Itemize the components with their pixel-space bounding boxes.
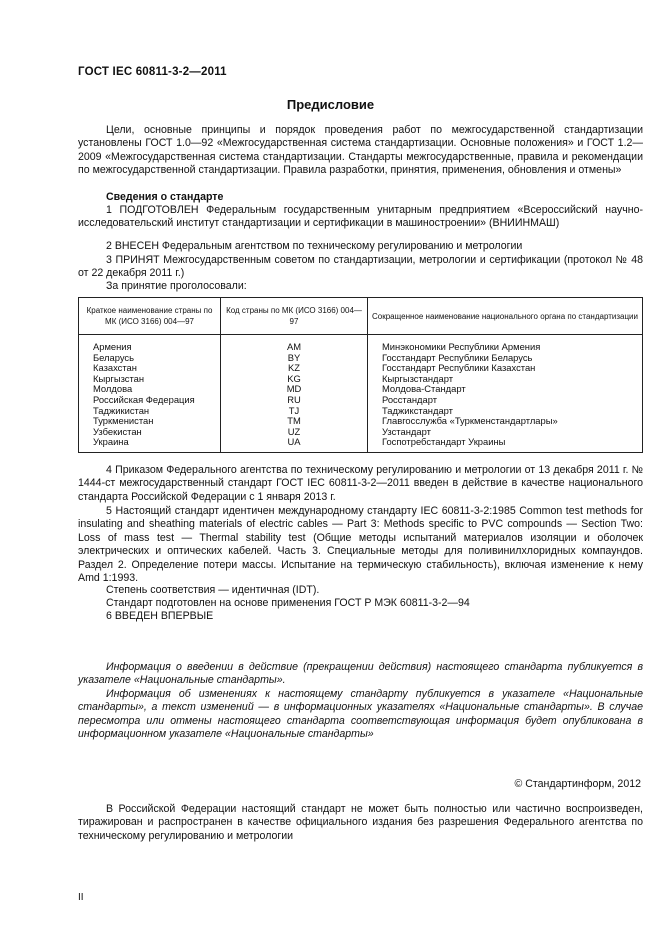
voting-table bbox=[78, 297, 643, 453]
vote-label: За принятие проголосовали: bbox=[106, 280, 247, 292]
item-2: 2 ВНЕСЕН Федеральным агентством по техническому регулированию и метрологии bbox=[106, 240, 523, 252]
country-cell: Российская Федерация bbox=[79, 395, 221, 406]
country-cell: Молдова bbox=[79, 384, 221, 395]
column-header-code: Код страны по МК (ИСО 3166) 004—97 bbox=[221, 298, 368, 335]
code-cell: UA bbox=[221, 437, 368, 452]
table-row bbox=[79, 427, 643, 438]
code-cell: KG bbox=[221, 374, 368, 385]
code-cell: TM bbox=[221, 416, 368, 427]
item-5-basis: Стандарт подготовлен на основе применения ГОСТ Р МЭК 60811-3-2—94 bbox=[106, 597, 470, 609]
code-cell: BY bbox=[221, 353, 368, 364]
body-cell: Госпотребстандарт Украины bbox=[368, 437, 643, 452]
code-cell: MD bbox=[221, 384, 368, 395]
table-header-row bbox=[79, 298, 643, 335]
country-cell: Казахстан bbox=[79, 363, 221, 374]
country-cell: Узбекистан bbox=[79, 427, 221, 438]
body-cell: Узстандарт bbox=[368, 427, 643, 438]
country-cell: Беларусь bbox=[79, 353, 221, 364]
document-header: ГОСТ IEC 60811-3-2—2011 bbox=[78, 66, 227, 78]
table-row bbox=[79, 363, 643, 374]
item-5: 5 Настоящий стандарт идентичен международному стандарту IEC 60811-3-2:1985 Common test methods for insulating and sheathing materials of electric cables — Part 3: Methods specific to PVC compounds — Section Two: Loss of mass test — Thermal stability test (Общие методы испытаний материалов изоляции и оболочек электрических и оптических кабелей. Часть 3. Специальные методы для поливинилхлоридных компаундов. Раздел 2. Определение потери массы. Испытание на термическую стабильность), включая изменение к нему Amd 1:1993. bbox=[78, 505, 643, 585]
table-row bbox=[79, 374, 643, 385]
code-cell: KZ bbox=[221, 363, 368, 374]
table-row bbox=[79, 353, 643, 364]
item-6: 6 ВВЕДЕН ВПЕРВЫЕ bbox=[106, 610, 214, 622]
body-cell: Кыргызстандарт bbox=[368, 374, 643, 385]
code-cell: TJ bbox=[221, 406, 368, 417]
country-cell: Украина bbox=[79, 437, 221, 452]
body-cell: Госстандарт Республики Беларусь bbox=[368, 353, 643, 364]
info-heading: Сведения о стандарте bbox=[106, 191, 224, 203]
country-cell: Таджикистан bbox=[79, 406, 221, 417]
copyright-notice: © Стандартинформ, 2012 bbox=[514, 778, 641, 790]
body-cell: Минэкономики Республики Армения bbox=[368, 335, 643, 353]
table-row bbox=[79, 335, 643, 353]
notice-changes: Информация об изменениях к настоящему стандарту публикуется в указателе «Национальные стандарты», а текст изменений — в информационных указателях «Национальные стандарты». В случае пересмотра или отмены настоящего стандарта соответствующая информация будет опубликована в информационном указателе «Национальные стандарты» bbox=[78, 688, 643, 741]
body-cell: Молдова-Стандарт bbox=[368, 384, 643, 395]
intro-paragraph: Цели, основные принципы и порядок проведения работ по межгосударственной стандартизации установлены ГОСТ 1.0—92 «Межгосударственная система стандартизации. Основные положения» и ГОСТ 1.2—2009 «Межгосударственная система стандартизации. Стандарты межгосударственные, правила и рекомендации по межгосударственной стандартизации. Правила разработки, принятия, применения, обновления и отмены» bbox=[78, 124, 643, 177]
column-header-country: Краткое наименование страны по МК (ИСО 3166) 004—97 bbox=[79, 298, 221, 335]
item-4: 4 Приказом Федерального агентства по техническому регулированию и метрологии от 13 декабря 2011 г. № 1444-ст межгосударственный стандарт ГОСТ IEC 60811-3-2—2011 введен в действие в качестве национального стандарта Российской Федерации с 1 января 2013 г. bbox=[78, 464, 643, 503]
table-row bbox=[79, 406, 643, 417]
code-cell: UZ bbox=[221, 427, 368, 438]
country-cell: Армения bbox=[79, 335, 221, 353]
item-5-degree: Степень соответствия — идентичная (IDT). bbox=[106, 584, 320, 596]
item-3: 3 ПРИНЯТ Межгосударственным советом по стандартизации, метрологии и сертификации (протокол № 48 от 22 декабря 2011 г.) bbox=[78, 254, 643, 280]
body-cell: Главгосслужба «Туркменстандартлары» bbox=[368, 416, 643, 427]
table-row bbox=[79, 416, 643, 427]
legal-notice: В Российской Федерации настоящий стандарт не может быть полностью или частично воспроизведен, тиражирован и распространен в качестве официального издания без разрешения Федерального агентства по техническому регулированию и метрологии bbox=[78, 803, 643, 842]
item-1: 1 ПОДГОТОВЛЕН Федеральным государственным унитарным предприятием «Всероссийский научно-исследовательский институт стандартизации и сертификации в машиностроении» (ВНИИНМАШ) bbox=[78, 204, 643, 230]
notice-introduction: Информация о введении в действие (прекращении действия) настоящего стандарта публикуется в указателе «Национальные стандарты». bbox=[78, 661, 643, 687]
country-cell: Кыргызстан bbox=[79, 374, 221, 385]
code-cell: RU bbox=[221, 395, 368, 406]
page-number: II bbox=[78, 892, 84, 903]
table-row bbox=[79, 395, 643, 406]
code-cell: AM bbox=[221, 335, 368, 353]
column-header-body: Сокращенное наименование национального органа по стандартизации bbox=[368, 298, 643, 335]
body-cell: Росстандарт bbox=[368, 395, 643, 406]
page-title: Предисловие bbox=[286, 97, 375, 112]
table-row bbox=[79, 437, 643, 452]
body-cell: Госстандарт Республики Казахстан bbox=[368, 363, 643, 374]
country-cell: Туркменистан bbox=[79, 416, 221, 427]
body-cell: Таджикстандарт bbox=[368, 406, 643, 417]
